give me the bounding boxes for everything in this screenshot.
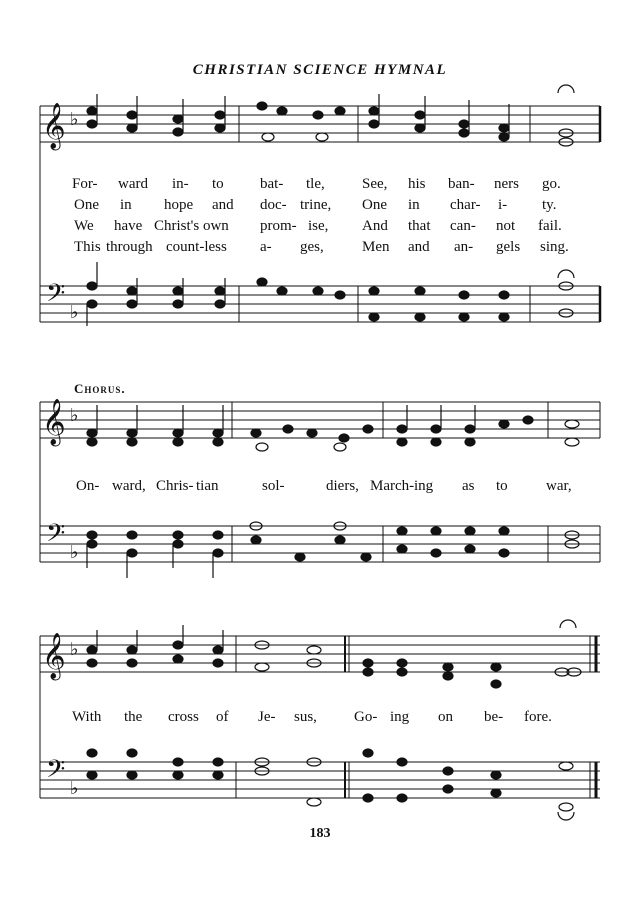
bass-clef: 𝄢 — [46, 279, 66, 314]
svg-text:𝄢: 𝄢 — [46, 519, 66, 554]
treble-clef: 𝄞 — [42, 103, 66, 149]
svg-text:♭: ♭ — [70, 302, 79, 323]
svg-text:♭: ♭ — [70, 639, 79, 660]
svg-text:𝄞: 𝄞 — [42, 633, 66, 679]
page-number: 183 — [309, 826, 331, 841]
final-lyric: With the cross of Je- sus, Go- ing on be- fore. — [72, 709, 552, 725]
chorus-label: Chorus. — [74, 381, 126, 396]
svg-text:♭: ♭ — [70, 542, 79, 563]
verse-1: For- ward in- to bat- tle, See, his ban- ners go. — [72, 176, 561, 192]
verse-4: This through count-less a- ges, Men and an- gels sing. — [74, 239, 569, 255]
svg-text:♭: ♭ — [70, 405, 79, 426]
running-title: CHRISTIAN SCIENCE HYMNAL — [192, 62, 448, 78]
svg-text:𝄞: 𝄞 — [42, 399, 66, 445]
chorus-lyric: On- ward, Chris- tian sol- diers, March- ing as to war, — [76, 478, 572, 494]
svg-text:𝄢: 𝄢 — [46, 755, 66, 790]
key-flat: ♭ — [70, 109, 79, 130]
verse-3: We have Christ's own prom- ise, And that can- not fail. — [74, 218, 562, 234]
verse-2: One in hope and doc- trine, One in char- i- ty. — [74, 197, 557, 213]
svg-text:♭: ♭ — [70, 778, 79, 799]
